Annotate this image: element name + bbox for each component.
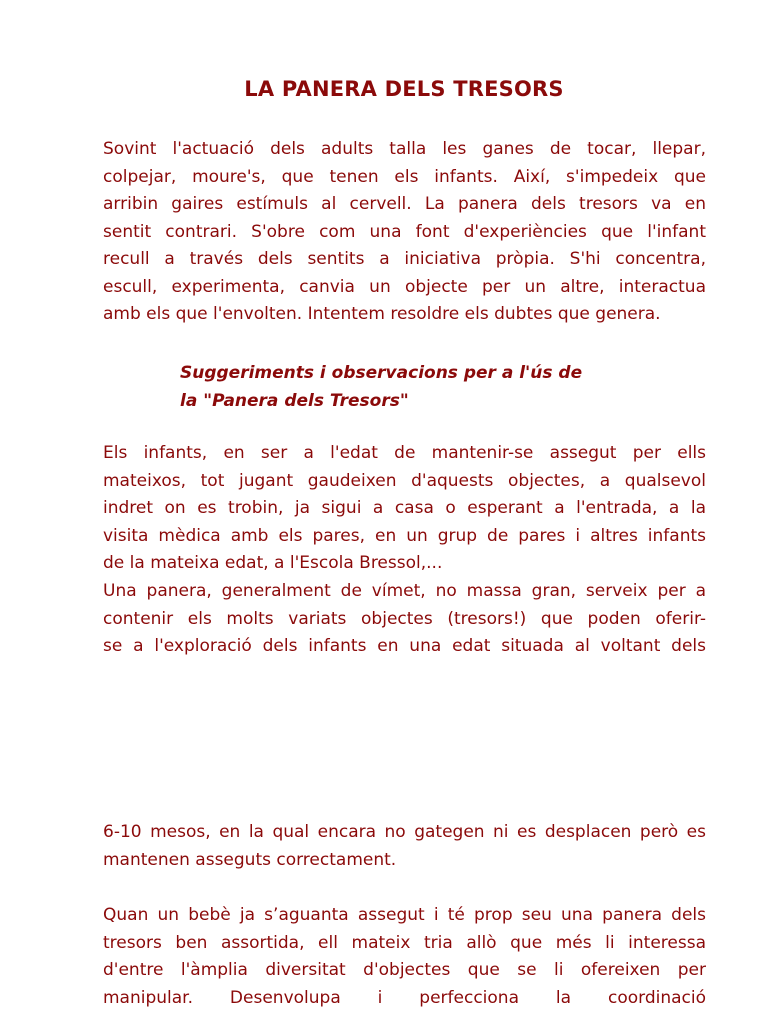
paragraph-5 xyxy=(103,902,706,1012)
text-line: mantenen asseguts correctament. xyxy=(103,849,397,870)
text-line: mateixos, tot jugant gaudeixen d'aquests objectes, a qualsevol xyxy=(103,470,706,491)
text-line: Quan un bebè ja s’aguanta assegut i té prop seu una panera dels xyxy=(103,905,706,925)
paragraph-3 xyxy=(103,578,706,661)
text-line: de la mateixa edat, a l'Escola Bressol,... xyxy=(103,553,443,573)
subheading-line: la "Panera dels Tresors" xyxy=(180,391,409,411)
text-line: se a l'exploració dels infants en una edat situada al voltant dels xyxy=(103,636,706,656)
paragraph-2 xyxy=(103,440,706,578)
text-line: indret on es trobin, ja sigui a casa o esperant a l'entrada, a la xyxy=(103,498,706,518)
text-line: escull, experimenta, canvia un objecte per un altre, interactua xyxy=(103,276,706,297)
text-line: tresors ben assortida, ell mateix tria allò que més li interessa xyxy=(103,932,706,953)
text-line: manipular. Desenvolupa i perfecciona la coordinació xyxy=(103,987,706,1008)
document-title: LA PANERA DELS TRESORS xyxy=(244,77,564,101)
text-line: contenir els molts variats objectes (tresors!) que poden oferir- xyxy=(103,608,706,629)
text-line: Una panera, generalment de vímet, no massa gran, serveix per a xyxy=(103,581,706,601)
intro-paragraph xyxy=(103,136,706,329)
text-line: d'entre l'àmplia diversitat d'objectes que se li ofereixen per xyxy=(103,960,706,980)
text-line: recull a través dels sentits a iniciativa pròpia. S'hi concentra, xyxy=(103,249,706,269)
section-subheading xyxy=(180,359,650,415)
text-line: arribin gaires estímuls al cervell. La panera dels tresors va en xyxy=(103,194,706,214)
text-line: 6-10 mesos, en la qual encara no gategen ni es desplacen però es xyxy=(103,822,706,842)
text-line: sentit contrari. S'obre com una font d'experiències que l'infant xyxy=(103,221,706,242)
text-line: Els infants, en ser a l'edat de mantenir-se assegut per ells xyxy=(103,443,706,463)
subheading-line: Suggeriments i observacions per a l'ús de xyxy=(180,363,583,383)
paragraph-4 xyxy=(103,819,706,874)
text-line: visita mèdica amb els pares, en un grup de pares i altres infants xyxy=(103,525,706,546)
text-line: Sovint l'actuació dels adults talla les ganes de tocar, llepar, xyxy=(103,139,706,159)
text-line: amb els que l'envolten. Intentem resoldre els dubtes que genera. xyxy=(103,304,661,324)
text-line: colpejar, moure's, que tenen els infants. Així, s'impedeix que xyxy=(103,166,706,187)
